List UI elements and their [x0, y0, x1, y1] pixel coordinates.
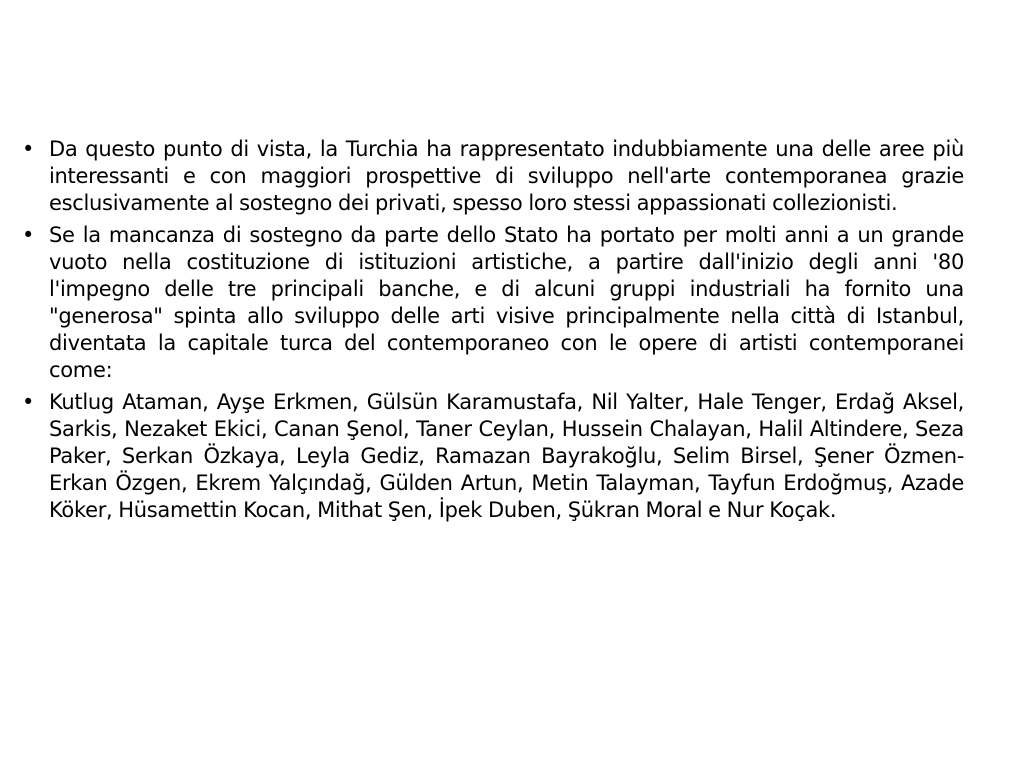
bullet-list [22, 136, 964, 529]
bullet-item-sostegno-stato [22, 222, 964, 384]
bullet-icon: • [22, 137, 35, 161]
bullet-item-turchia-privati [22, 136, 964, 217]
bullet-text: Da questo punto di vista, la Turchia ha rappresentato indubbiamente una delle aree più interessanti e con maggiori prospettive di sviluppo nell'arte contemporanea grazie esclusivamente al sostegno dei privati, spesso loro stessi appassionati collezionisti. [49, 137, 964, 215]
bullet-text: Se la mancanza di sostegno da parte dello Stato ha portato per molti anni a un grande vuoto nella costituzione di istituzioni artistiche, a partire dall'inizio degli anni '80 l'impegno delle tre principali banche, e di alcuni gruppi industriali ha fornito una "generosa" spinta allo sviluppo delle arti visive principalmente nella città di Istanbul, diventata la capitale turca del contemporaneo con le opere di artisti contemporanei come: [49, 223, 964, 382]
bullet-icon: • [22, 390, 35, 414]
bullet-text: Kutlug Ataman, Ayşe Erkmen, Gülsün Karamustafa, Nil Yalter, Hale Tenger, Erdağ Aksel, Sarkis, Nezaket Ekici, Canan Şenol, Taner Ceylan, Hussein Chalayan, Halil Altindere, Seza Paker, Serkan Özkaya, Leyla Gediz, Ramazan Bayrakoğlu, Selim Birsel, Şener Özmen-Erkan Özgen, Ekrem Yalçındağ, Gülden Artun, Metin Talayman, Tayfun Erdoğmuş, Azade Köker, Hüsamettin Kocan, Mithat Şen, İpek Duben, Şükran Moral e Nur Koçak. [49, 390, 964, 522]
bullet-item-artisti [22, 389, 964, 524]
bullet-icon: • [22, 223, 35, 247]
